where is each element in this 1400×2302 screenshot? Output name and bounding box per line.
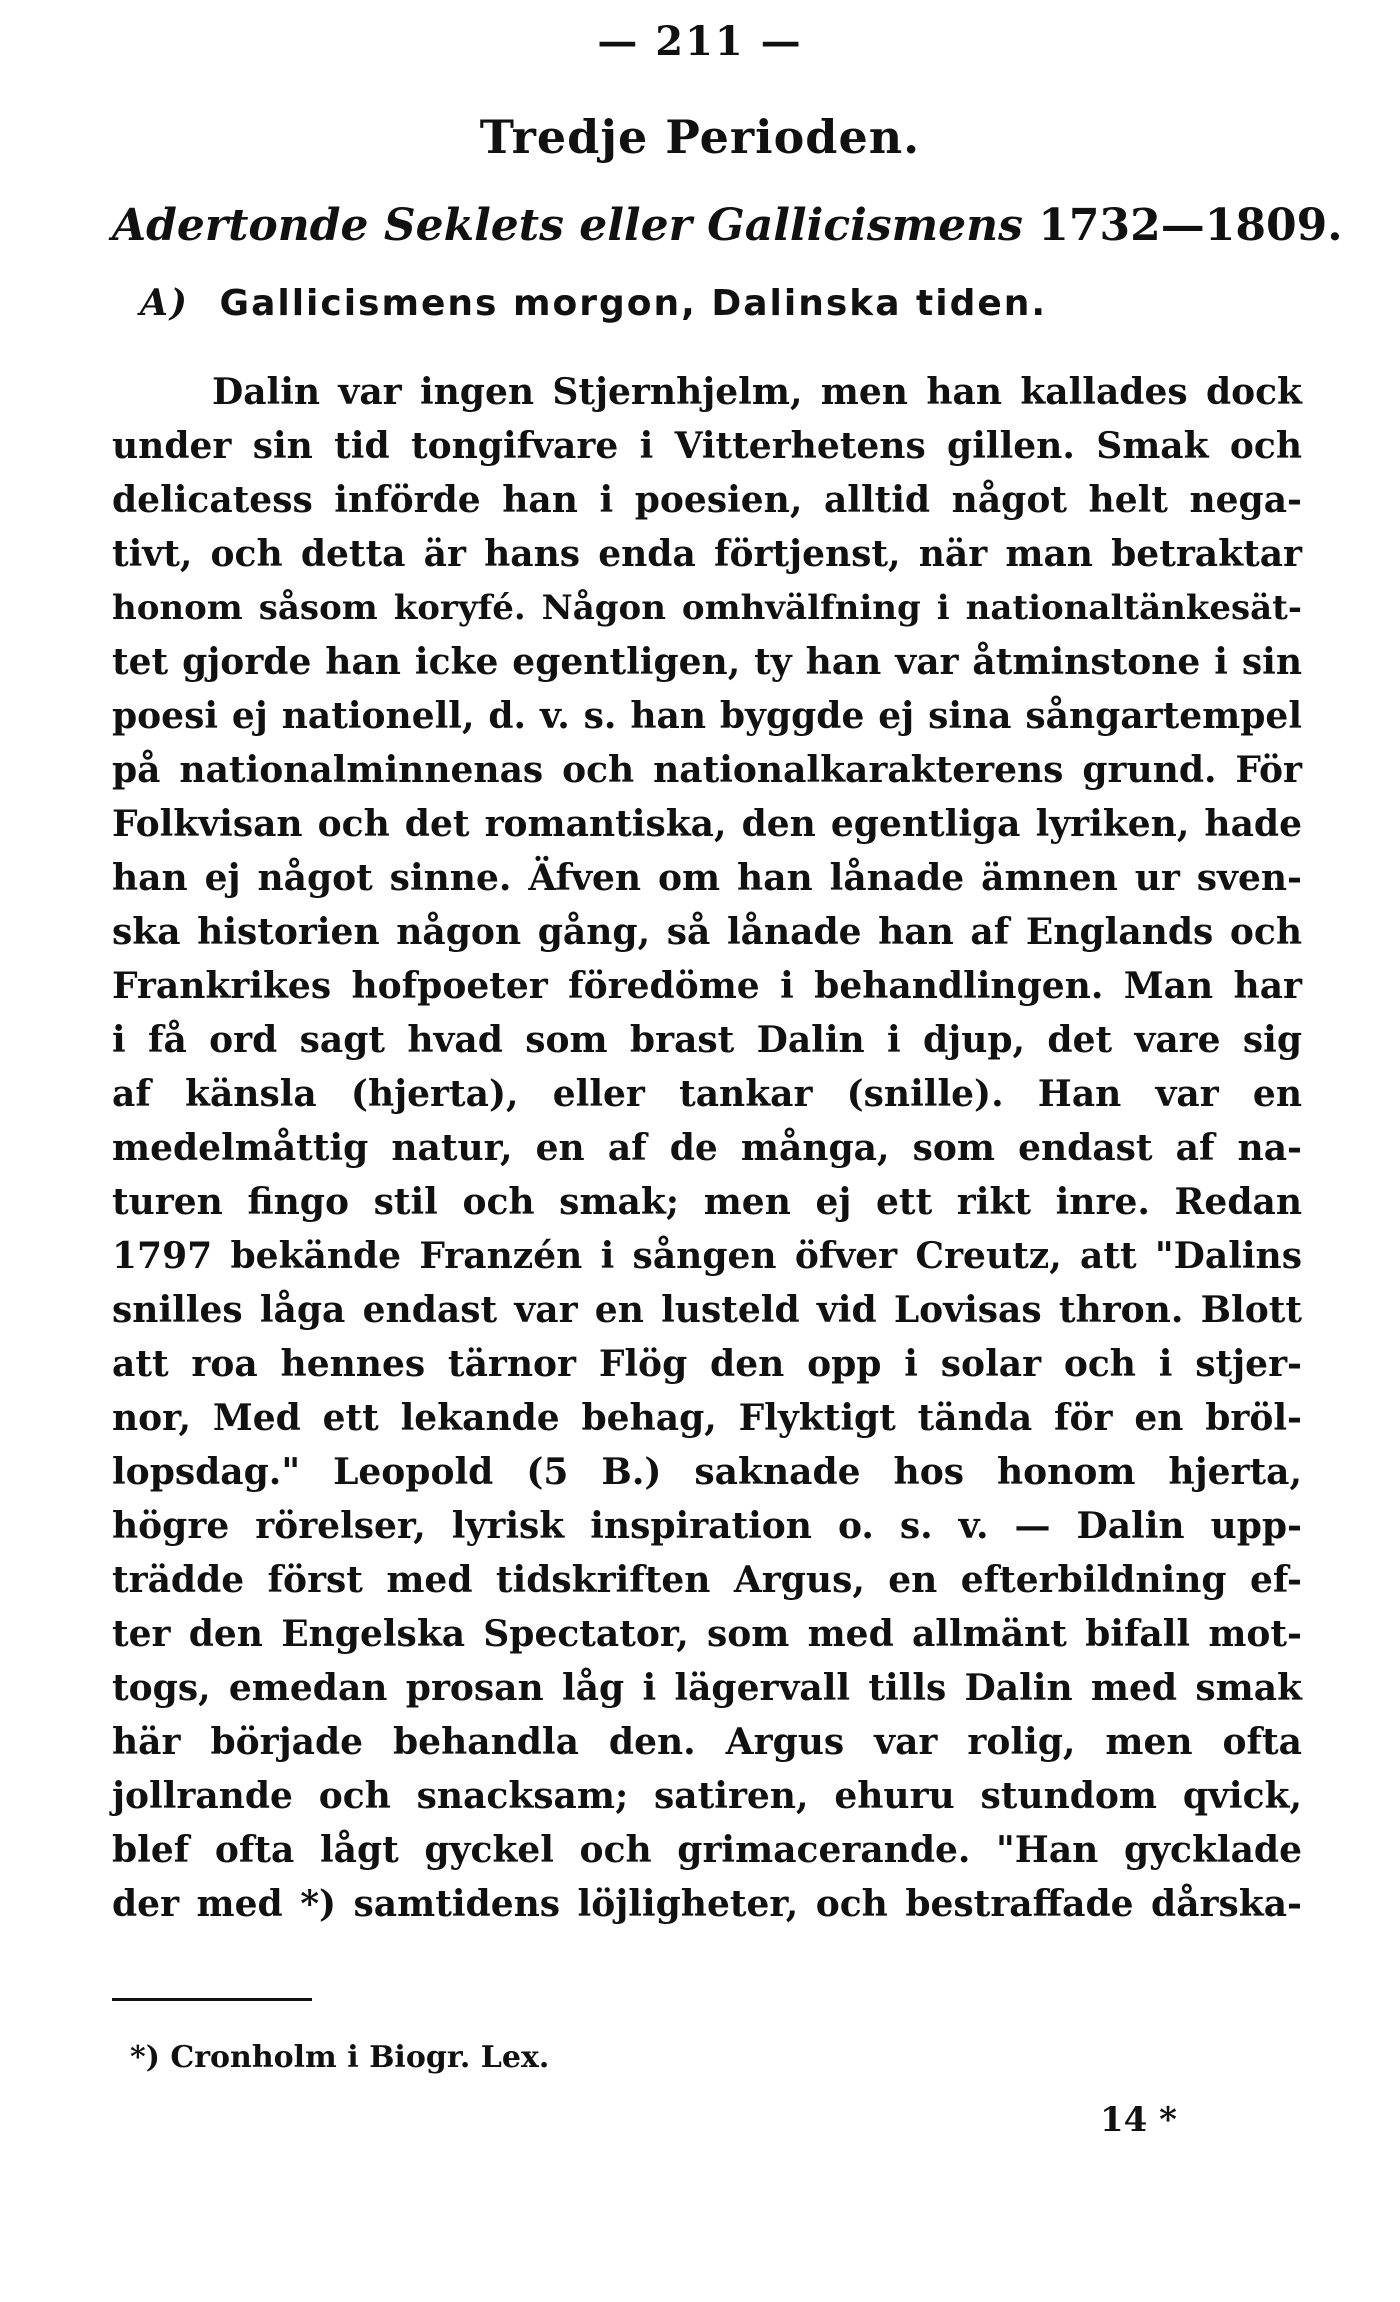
subsection-title-text: Gallicismens morgon, Dalinska tiden. [219,283,1048,324]
text-line: Folkvisan och det romantiska, den egentliga lyriken, hade [112,803,1302,845]
text-line: medelmåttig natur, en af de många, som endast af na- [112,1127,1302,1169]
text-line: 1797 bekände Franzén i sången öfver Creutz, att "Dalins [112,1235,1302,1277]
text-line: tivt, och detta är hans enda förtjenst, när man betraktar [112,533,1302,575]
text-line: der med *) samtidens löjligheter, och bestraffade dårska- [112,1883,1302,1925]
footnote: *) Cronholm i Biogr. Lex. [130,2040,550,2075]
text-line: togs, emedan prosan låg i lägervall tills Dalin med smak [112,1667,1302,1709]
footnote-divider [112,1998,312,2001]
text-line: högre rörelser, lyrisk inspiration o. s. v. — Dalin upp- [112,1505,1302,1547]
text-line: poesi ej nationell, d. v. s. han byggde ej sina sångartempel [112,695,1302,737]
text-line: här började behandla den. Argus var rolig, men ofta [112,1721,1302,1763]
text-line: Frankrikes hofpoeter föredöme i behandlingen. Man har [112,965,1302,1007]
text-line: trädde först med tidskriften Argus, en efterbildning ef- [112,1559,1302,1601]
text-line: honom såsom koryfé. Någon omhvälfning i nationaltänkesät- [112,588,1302,628]
text-line: blef ofta lågt gyckel och grimacerande. "Han gycklade [112,1829,1302,1871]
text-line: delicatess införde han i poesien, alltid något helt nega- [112,479,1302,521]
text-line: i få ord sagt hvad som brast Dalin i djup, det vare sig [112,1019,1302,1061]
text-line: lopsdag." Leopold (5 B.) saknade hos honom hjerta, [112,1451,1302,1493]
signature-mark: 14 * [1100,2100,1177,2140]
page-number: — 211 — [597,18,803,65]
subsection-title [140,282,1300,324]
text-line: ska historien någon gång, så lånade han af Englands och [112,911,1302,953]
text-line: jollrande och snacksam; satiren, ehuru stundom qvick, [112,1775,1302,1817]
text-line: Dalin var ingen Stjernhjelm, men han kallades dock [212,371,1302,413]
text-line: på nationalminnenas och nationalkarakterens grund. För [112,749,1302,791]
text-line: att roa hennes tärnor Flög den opp i solar och i stjer- [112,1343,1302,1385]
section-title [112,200,1343,251]
text-line: nor, Med ett lekande behag, Flyktigt tända för en bröl- [112,1397,1302,1439]
body-text [112,365,1302,1931]
section-title-text: Adertonde Seklets eller Gallicismens [112,200,1023,251]
text-line: ter den Engelska Spectator, som med allmänt bifall mot- [112,1613,1302,1655]
section-years: 1732—1809. [1038,200,1343,251]
text-line: under sin tid tongifvare i Vitterhetens gillen. Smak och [112,425,1302,467]
subsection-letter: A) [140,282,189,324]
text-line: han ej något sinne. Äfven om han lånade ämnen ur sven- [112,857,1302,899]
text-line: turen fingo stil och smak; men ej ett rikt inre. Redan [112,1181,1302,1223]
text-line: tet gjorde han icke egentligen, ty han var åtminstone i sin [112,641,1302,683]
text-line: af känsla (hjerta), eller tankar (snille). Han var en [112,1073,1302,1115]
text-line: snilles låga endast var en lusteld vid Lovisas thron. Blott [112,1289,1302,1331]
chapter-title: Tredje Perioden. [479,110,921,164]
